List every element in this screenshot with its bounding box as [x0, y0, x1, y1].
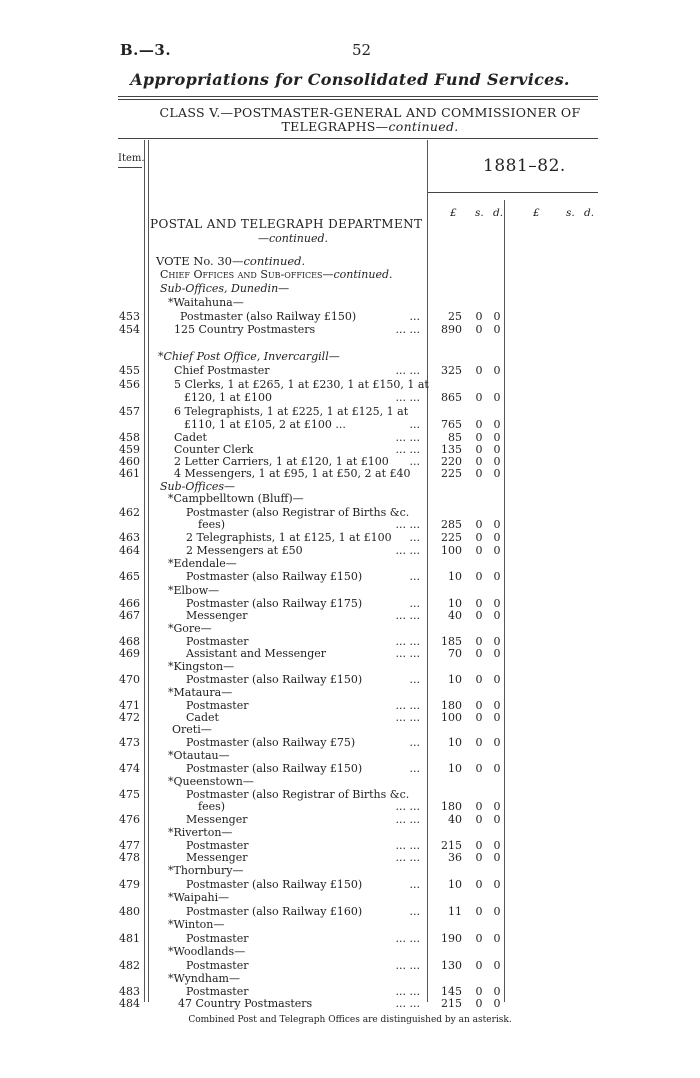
row-description: 6 Telegraphists, 1 at £225, 1 at £125, 1 at	[174, 405, 409, 418]
row-leader-dots: ... ...	[395, 323, 420, 336]
amount-shillings: 0	[475, 959, 483, 972]
pence-header-1: d.	[493, 207, 504, 219]
shilling-header-1: s.	[475, 207, 484, 219]
item-number: 460	[119, 455, 140, 468]
row-description: Postmaster (also Railway £150)	[186, 762, 363, 775]
amount-pence: 0	[493, 736, 501, 749]
table-row	[0, 972, 700, 986]
amount-shillings: 0	[475, 878, 483, 891]
amount-pence: 0	[493, 364, 501, 377]
row-leader-dots: ... ...	[395, 800, 420, 813]
amount-shillings: 0	[475, 391, 483, 404]
row-description: *Waitahuna—	[168, 296, 244, 309]
row-description: Postmaster (also Railway £150)	[186, 570, 363, 583]
item-number: 477	[119, 839, 140, 852]
amount-pounds: 215	[441, 839, 462, 852]
table-row	[0, 350, 700, 364]
table-row	[0, 997, 700, 1011]
amount-pounds: 225	[441, 531, 462, 544]
item-number: 483	[119, 985, 140, 998]
table-row	[0, 762, 700, 776]
amount-pence: 0	[493, 570, 501, 583]
item-column-header: Item.	[118, 153, 145, 164]
table-row	[0, 660, 700, 674]
table-row	[0, 878, 700, 892]
row-description: Messenger	[186, 851, 248, 864]
footnote: Combined Post and Telegraph Offices are distinguished by an asterisk.	[188, 1015, 512, 1025]
table-row	[0, 723, 700, 737]
row-description: Postmaster	[186, 932, 249, 945]
amount-shillings: 0	[475, 839, 483, 852]
year-header: 1881–82.	[483, 156, 566, 176]
row-description: *Chief Post Office, Invercargill—	[158, 350, 340, 363]
row-description: Postmaster (also Registrar of Births &c.	[186, 506, 410, 519]
table-row	[0, 800, 700, 814]
row-description: Assistant and Messenger	[186, 647, 327, 660]
row-leader-dots: ... ...	[395, 851, 420, 864]
row-description: *Winton—	[168, 918, 225, 931]
row-leader-dots: ... ...	[395, 391, 420, 404]
amount-pence: 0	[493, 323, 501, 336]
row-leader-dots: ... ...	[395, 635, 420, 648]
row-leader-dots: ... ...	[395, 443, 420, 456]
amount-pounds: 11	[448, 905, 462, 918]
amount-pounds: 215	[441, 997, 462, 1010]
shilling-header-2: s.	[566, 207, 575, 219]
amount-shillings: 0	[475, 455, 483, 468]
row-description: 2 Telegraphists, 1 at £125, 1 at £100	[186, 531, 392, 544]
table-row	[0, 364, 700, 378]
table-row	[0, 891, 700, 905]
row-description: Postmaster (also Railway £175)	[186, 597, 363, 610]
amount-pence: 0	[493, 310, 501, 323]
amount-pounds: 10	[448, 597, 462, 610]
row-leader-dots: ...	[409, 905, 420, 918]
table-top-rule	[118, 138, 598, 139]
item-number: 468	[119, 635, 140, 648]
amount-shillings: 0	[475, 431, 483, 444]
row-leader-dots: ... ...	[395, 431, 420, 444]
year-underline	[428, 192, 598, 193]
pound-header-1: £	[450, 207, 457, 219]
table-row	[0, 584, 700, 598]
row-description: *Edendale—	[168, 557, 237, 570]
item-number: 467	[119, 609, 140, 622]
pound-header-2: £	[533, 207, 540, 219]
item-number: 463	[119, 531, 140, 544]
row-description: 4 Messengers, 1 at £95, 1 at £50, 2 at £40	[174, 467, 411, 480]
table-row	[0, 851, 700, 865]
table-row	[0, 736, 700, 750]
amount-pounds: 10	[448, 762, 462, 775]
row-leader-dots: ... ...	[395, 813, 420, 826]
amount-pence: 0	[493, 531, 501, 544]
row-leader-dots: ... ...	[395, 518, 420, 531]
amount-pence: 0	[493, 905, 501, 918]
amount-pounds: 180	[441, 800, 462, 813]
table-row	[0, 686, 700, 700]
amount-pounds: 180	[441, 699, 462, 712]
table-row	[0, 323, 700, 337]
item-number: 464	[119, 544, 140, 557]
item-number: 473	[119, 736, 140, 749]
row-description: *Elbow—	[168, 584, 220, 597]
item-number: 470	[119, 673, 140, 686]
row-leader-dots: ... ...	[395, 985, 420, 998]
row-description: *Queenstown—	[168, 775, 254, 788]
table-row	[0, 518, 700, 532]
row-description: *Riverton—	[168, 826, 233, 839]
amount-shillings: 0	[475, 544, 483, 557]
item-number: 456	[119, 378, 140, 391]
row-description: Postmaster (also Railway £150)	[180, 310, 357, 323]
table-row	[0, 647, 700, 661]
class-heading	[150, 106, 590, 134]
chief-offices-label: Chief Offices and Sub-offices—continued.	[160, 268, 393, 281]
row-description: Postmaster	[186, 699, 249, 712]
amount-pence: 0	[493, 443, 501, 456]
item-number: 481	[119, 932, 140, 945]
amount-pounds: 145	[441, 985, 462, 998]
item-number: 453	[119, 310, 140, 323]
table-row	[0, 282, 700, 296]
table-row	[0, 932, 700, 946]
section-continued: —continued.	[258, 232, 329, 245]
amount-pence: 0	[493, 455, 501, 468]
item-number: 471	[119, 699, 140, 712]
item-number: 466	[119, 597, 140, 610]
row-description: Sub-Offices—	[160, 480, 236, 493]
row-description: *Waipahi—	[168, 891, 230, 904]
page-title: Appropriations for Consolidated Fund Services.	[130, 70, 570, 89]
row-description: 2 Letter Carriers, 1 at £120, 1 at £100	[174, 455, 389, 468]
item-number: 476	[119, 813, 140, 826]
amount-shillings: 0	[475, 813, 483, 826]
row-description: 5 Clerks, 1 at £265, 1 at £230, 1 at £150, 1 at	[174, 378, 429, 391]
table-row	[0, 749, 700, 763]
vote-label: VOTE No. 30—continued.	[156, 254, 306, 268]
item-number: 462	[119, 506, 140, 519]
amount-shillings: 0	[475, 699, 483, 712]
amount-shillings: 0	[475, 635, 483, 648]
amount-pence: 0	[493, 878, 501, 891]
amount-shillings: 0	[475, 673, 483, 686]
amount-shillings: 0	[475, 985, 483, 998]
table-row	[0, 310, 700, 324]
amount-pence: 0	[493, 800, 501, 813]
pence-header-2: d.	[584, 207, 595, 219]
amount-pounds: 10	[448, 673, 462, 686]
item-number: 465	[119, 570, 140, 583]
amount-pence: 0	[493, 467, 501, 480]
row-description: *Woodlands—	[168, 945, 246, 958]
amount-pence: 0	[493, 609, 501, 622]
row-description: £110, 1 at £105, 2 at £100 ...	[184, 418, 346, 431]
amount-shillings: 0	[475, 800, 483, 813]
amount-pence: 0	[493, 959, 501, 972]
row-description: Postmaster (also Railway £160)	[186, 905, 363, 918]
table-row	[0, 826, 700, 840]
amount-pounds: 325	[441, 364, 462, 377]
top-rule-thin	[118, 99, 598, 100]
amount-pounds: 40	[448, 609, 462, 622]
amount-pounds: 10	[448, 878, 462, 891]
table-row	[0, 405, 700, 419]
amount-pence: 0	[493, 699, 501, 712]
row-description: £120, 1 at £100	[184, 391, 272, 404]
amount-pounds: 130	[441, 959, 462, 972]
chief-offices-heading	[0, 268, 700, 282]
row-description: 125 Country Postmasters	[174, 323, 316, 336]
amount-pounds: 10	[448, 570, 462, 583]
row-leader-dots: ...	[409, 597, 420, 610]
amount-shillings: 0	[475, 323, 483, 336]
row-leader-dots: ...	[409, 673, 420, 686]
table-row	[0, 918, 700, 932]
item-number: 455	[119, 364, 140, 377]
amount-shillings: 0	[475, 531, 483, 544]
amount-pounds: 10	[448, 736, 462, 749]
class-heading-line1: CLASS V.—POSTMASTER-GENERAL AND COMMISSIONER OF	[159, 105, 581, 120]
amount-shillings: 0	[475, 418, 483, 431]
amount-pence: 0	[493, 813, 501, 826]
amount-pence: 0	[493, 647, 501, 660]
item-number: 484	[119, 997, 140, 1010]
table-row	[0, 775, 700, 789]
amount-pence: 0	[493, 673, 501, 686]
row-description: Messenger	[186, 609, 248, 622]
amount-pence: 0	[493, 635, 501, 648]
table-row	[0, 391, 700, 405]
row-leader-dots: ...	[409, 310, 420, 323]
table-row	[0, 378, 700, 392]
table-row	[0, 945, 700, 959]
amount-pence: 0	[493, 762, 501, 775]
item-number: 454	[119, 323, 140, 336]
item-number: 480	[119, 905, 140, 918]
amount-pounds: 40	[448, 813, 462, 826]
row-description: Postmaster (also Registrar of Births &c.	[186, 788, 410, 801]
row-description: Postmaster	[186, 839, 249, 852]
row-leader-dots: ...	[409, 570, 420, 583]
amount-shillings: 0	[475, 762, 483, 775]
row-description: Postmaster (also Railway £75)	[186, 736, 356, 749]
row-description: Postmaster	[186, 959, 249, 972]
row-description: Chief Postmaster	[174, 364, 270, 377]
amount-pounds: 85	[448, 431, 462, 444]
row-description: *Mataura—	[168, 686, 233, 699]
table-row	[0, 296, 700, 310]
class-heading-line2: TELEGRAPHS—continued.	[281, 119, 459, 134]
row-description: Cadet	[186, 711, 219, 724]
amount-pounds: 765	[441, 418, 462, 431]
item-number: 469	[119, 647, 140, 660]
row-description: Postmaster (also Railway £150)	[186, 878, 363, 891]
amount-pence: 0	[493, 544, 501, 557]
amount-pounds: 190	[441, 932, 462, 945]
row-description: Cadet	[174, 431, 207, 444]
amount-pounds: 285	[441, 518, 462, 531]
row-description: *Thornbury—	[168, 864, 244, 877]
row-leader-dots: ...	[409, 531, 420, 544]
row-leader-dots: ... ...	[395, 699, 420, 712]
amount-shillings: 0	[475, 736, 483, 749]
top-rule	[118, 96, 598, 97]
table-row	[0, 557, 700, 571]
item-number: 461	[119, 467, 140, 480]
amount-pence: 0	[493, 431, 501, 444]
section-title: POSTAL AND TELEGRAPH DEPARTMENT	[150, 217, 423, 231]
row-description: Counter Clerk	[174, 443, 254, 456]
table-row	[0, 492, 700, 506]
row-leader-dots: ... ...	[395, 364, 420, 377]
row-leader-dots: ... ...	[395, 839, 420, 852]
row-description: Postmaster (also Railway £150)	[186, 673, 363, 686]
row-leader-dots: ...	[409, 878, 420, 891]
table-row	[0, 531, 700, 545]
item-number: 475	[119, 788, 140, 801]
row-leader-dots: ... ...	[395, 647, 420, 660]
document-code: B.—3.	[120, 41, 172, 59]
amount-pounds: 185	[441, 635, 462, 648]
amount-shillings: 0	[475, 905, 483, 918]
table-row	[0, 570, 700, 584]
item-number: 459	[119, 443, 140, 456]
row-description: Postmaster	[186, 985, 249, 998]
row-leader-dots: ... ...	[395, 544, 420, 557]
row-description: *Campbelltown (Bluff)—	[168, 492, 304, 505]
row-description: *Wyndham—	[168, 972, 240, 985]
amount-shillings: 0	[475, 711, 483, 724]
table-row	[0, 544, 700, 558]
table-row	[0, 418, 700, 432]
amount-shillings: 0	[475, 932, 483, 945]
amount-pounds: 70	[448, 647, 462, 660]
page-number: 52	[352, 41, 372, 59]
amount-pounds: 890	[441, 323, 462, 336]
row-leader-dots: ... ...	[395, 609, 420, 622]
row-description: fees)	[198, 518, 226, 531]
table-row	[0, 673, 700, 687]
amount-pence: 0	[493, 932, 501, 945]
amount-shillings: 0	[475, 647, 483, 660]
item-number: 479	[119, 878, 140, 891]
row-leader-dots: ...	[409, 455, 420, 468]
item-number: 482	[119, 959, 140, 972]
amount-pence: 0	[493, 418, 501, 431]
amount-pounds: 220	[441, 455, 462, 468]
row-description: 2 Messengers at £50	[186, 544, 303, 557]
row-description: 47 Country Postmasters	[178, 997, 313, 1010]
amount-pence: 0	[493, 851, 501, 864]
amount-shillings: 0	[475, 851, 483, 864]
row-description: Sub-Offices, Dunedin—	[160, 282, 290, 295]
table-row	[0, 467, 700, 481]
row-leader-dots: ... ...	[395, 932, 420, 945]
vote-heading	[0, 254, 700, 268]
row-description: fees)	[198, 800, 226, 813]
row-description: Oreti—	[172, 723, 212, 736]
row-leader-dots: ... ...	[395, 959, 420, 972]
amount-shillings: 0	[475, 570, 483, 583]
amount-pounds: 100	[441, 544, 462, 557]
table-row	[0, 813, 700, 827]
item-number: 457	[119, 405, 140, 418]
amount-shillings: 0	[475, 518, 483, 531]
amount-pence: 0	[493, 711, 501, 724]
amount-shillings: 0	[475, 310, 483, 323]
table-row	[0, 864, 700, 878]
amount-pounds: 135	[441, 443, 462, 456]
table-row	[0, 622, 700, 636]
row-leader-dots: ... ...	[395, 711, 420, 724]
row-leader-dots: ...	[409, 418, 420, 431]
amount-pence: 0	[493, 985, 501, 998]
amount-pounds: 25	[448, 310, 462, 323]
amount-shillings: 0	[475, 443, 483, 456]
amount-pounds: 36	[448, 851, 462, 864]
table-row	[0, 905, 700, 919]
row-leader-dots: ... ...	[395, 997, 420, 1010]
amount-pence: 0	[493, 391, 501, 404]
row-leader-dots: ...	[409, 736, 420, 749]
row-description: Messenger	[186, 813, 248, 826]
row-description: *Kingston—	[168, 660, 235, 673]
item-underline	[118, 167, 142, 168]
item-number: 478	[119, 851, 140, 864]
item-number: 474	[119, 762, 140, 775]
amount-pounds: 225	[441, 467, 462, 480]
amount-pounds: 100	[441, 711, 462, 724]
amount-shillings: 0	[475, 364, 483, 377]
row-description: Postmaster	[186, 635, 249, 648]
table-row	[0, 609, 700, 623]
amount-shillings: 0	[475, 609, 483, 622]
amount-shillings: 0	[475, 997, 483, 1010]
amount-pounds: 865	[441, 391, 462, 404]
item-number: 472	[119, 711, 140, 724]
amount-pence: 0	[493, 518, 501, 531]
amount-pence: 0	[493, 597, 501, 610]
item-number: 458	[119, 431, 140, 444]
amount-pence: 0	[493, 997, 501, 1010]
amount-pence: 0	[493, 839, 501, 852]
amount-shillings: 0	[475, 467, 483, 480]
table-row	[0, 959, 700, 973]
row-description: *Gore—	[168, 622, 212, 635]
amount-shillings: 0	[475, 597, 483, 610]
row-description: *Otautau—	[168, 749, 230, 762]
row-leader-dots: ...	[409, 762, 420, 775]
